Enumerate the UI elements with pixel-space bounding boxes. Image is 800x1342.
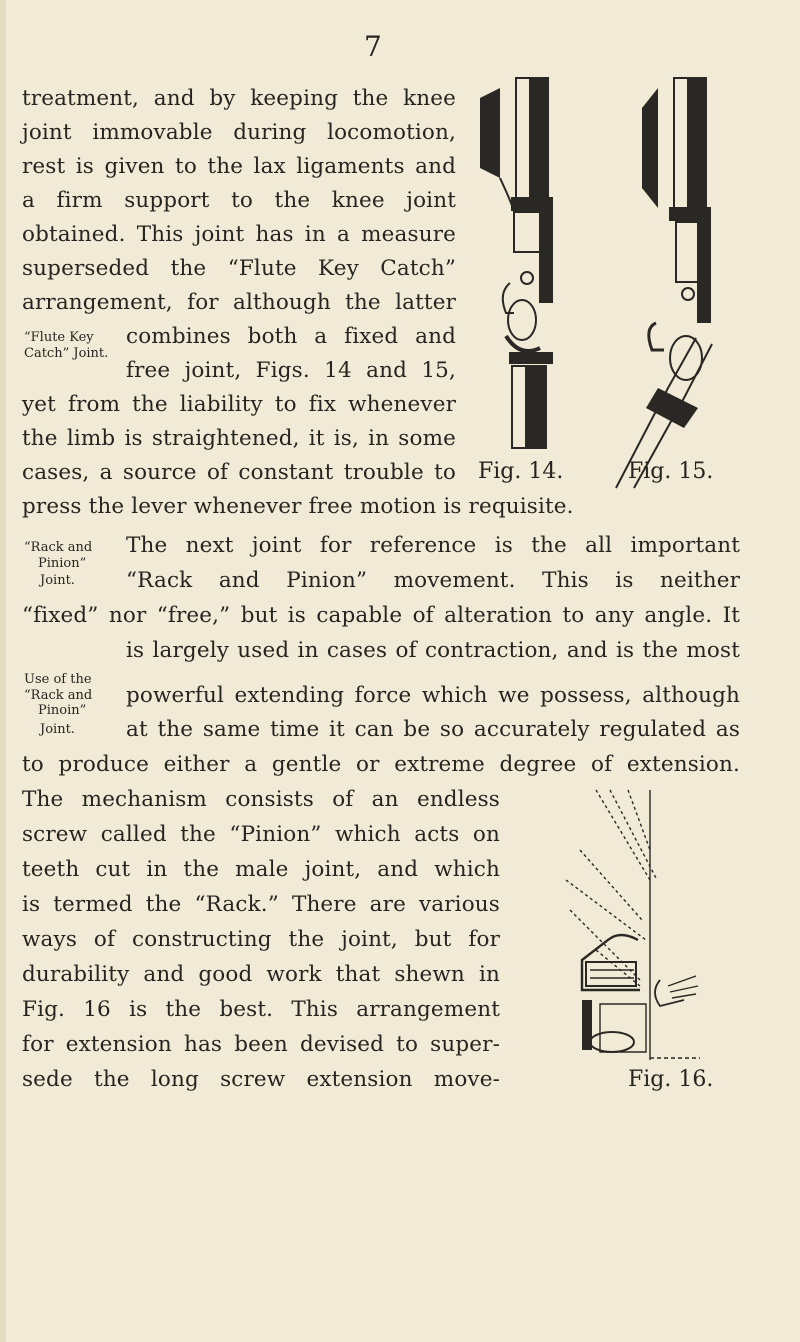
text-line-9: free joint, Figs. 14 and 15, (126, 358, 456, 383)
sidenote-use-2: “Rack and (24, 688, 93, 703)
text-line-8: combines both a fixed and (126, 324, 456, 349)
text-line-18: powerful extending force which we possess, although (126, 683, 740, 708)
figure-14-caption: Fig. 14. (478, 459, 564, 484)
text-line-1: treatment, and by keeping the knee (22, 86, 456, 111)
text-line-4: a firm support to the knee joint (22, 188, 456, 213)
text-line-7: arrangement, for although the latter (22, 290, 456, 315)
text-line-6: superseded the “Flute Key Catch” (22, 256, 456, 281)
text-line-26: durability and good work that shewn in (22, 962, 500, 987)
sidenote-flute-key-2: Catch” Joint. (24, 346, 109, 361)
figure-16-illustration (500, 790, 700, 1060)
sidenote-use-3: Pinoin” (38, 703, 87, 718)
text-line-28: for extension has been devised to super- (22, 1032, 500, 1057)
text-line-11: the limb is straightened, it is, in some (22, 426, 456, 451)
text-line-16: “fixed” nor “free,” but is capable of alteration to any angle. It (22, 603, 740, 628)
figure-14-illustration (470, 58, 570, 458)
text-line-5: obtained. This joint has in a measure (22, 222, 456, 247)
text-line-10: yet from the liability to fix whenever (22, 392, 456, 417)
text-line-29: sede the long screw extension move- (22, 1067, 500, 1092)
text-line-2: joint immovable during locomotion, (22, 120, 456, 145)
sidenote-flute-key-1: “Flute Key (24, 330, 94, 345)
text-line-17: is largely used in cases of contraction, and is the most (126, 638, 740, 663)
figure-15-illustration (588, 58, 728, 458)
sidenote-use-4: Joint. (40, 722, 75, 737)
text-line-22: screw called the “Pinion” which acts on (22, 822, 500, 847)
sidenote-rack-1: “Rack and (24, 540, 93, 555)
text-line-21: The mechanism consists of an endless (22, 787, 500, 812)
figure-15-caption: Fig. 15. (628, 459, 714, 484)
page-edge-shadow (0, 0, 6, 1342)
text-line-13: press the lever whenever free motion is requisite. (22, 494, 574, 519)
sidenote-rack-2: Pinion” (38, 556, 87, 571)
figure-16-caption: Fig. 16. (628, 1067, 714, 1092)
sidenote-rack-3: Joint. (40, 573, 75, 588)
text-line-14: The next joint for reference is the all important (126, 533, 740, 558)
text-line-3: rest is given to the lax ligaments and (22, 154, 456, 179)
text-line-19: at the same time it can be so accurately regulated as (126, 717, 740, 742)
sidenote-use-1: Use of the (24, 672, 92, 687)
page-number: 7 (364, 30, 382, 63)
text-line-24: is termed the “Rack.” There are various (22, 892, 500, 917)
text-line-20: to produce either a gentle or extreme degree of extension. (22, 752, 740, 777)
text-line-15: “Rack and Pinion” movement. This is neither (126, 568, 740, 593)
text-line-27: Fig. 16 is the best. This arrangement (22, 997, 500, 1022)
text-line-25: ways of constructing the joint, but for (22, 927, 500, 952)
text-line-23: teeth cut in the male joint, and which (22, 857, 500, 882)
text-line-12: cases, a source of constant trouble to (22, 460, 456, 485)
